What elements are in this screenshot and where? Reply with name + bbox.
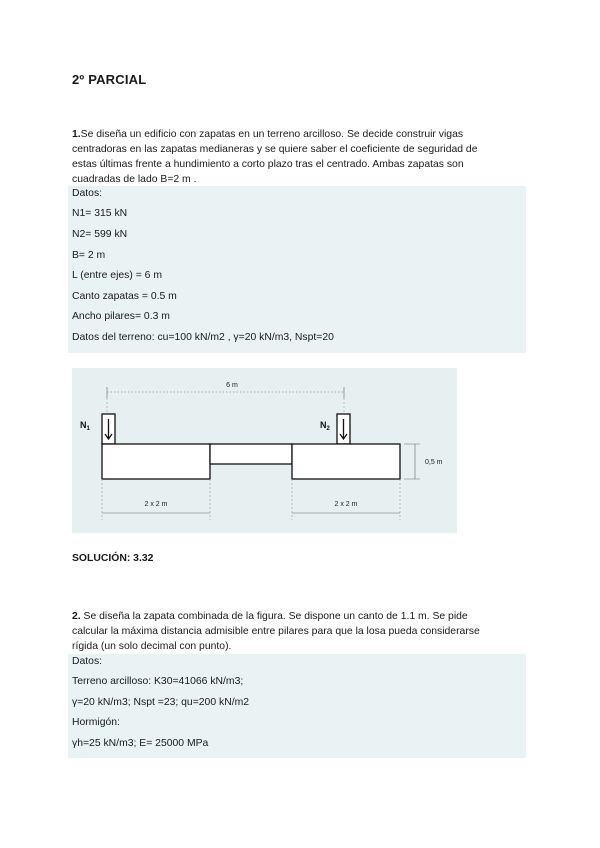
footing-diagram-svg — [72, 368, 457, 533]
footing-right-label: 2 x 2 m — [334, 501, 358, 508]
problem-2-number: 2. — [72, 611, 81, 622]
solution-text: SOLUCIÓN: 3.32 — [72, 553, 154, 564]
problem-2-line: Se diseña la zapata combinada de la figura. Se dispone un canto de 1.1 m. Se pide — [80, 611, 468, 622]
problem-1-line: cuadradas de lado B=2 m . — [72, 174, 197, 185]
data-item: Ancho pilares= 0.3 m — [72, 311, 170, 322]
footing-right — [292, 444, 400, 479]
footing-left — [102, 444, 210, 479]
data-item: Hormigón: — [72, 717, 120, 728]
page-title: 2º PARCIAL — [72, 72, 147, 87]
data-item: N1= 315 kN — [72, 208, 128, 219]
data-item: Terreno arcilloso: K30=41066 kN/m3; — [72, 676, 244, 687]
data-item: B= 2 m — [72, 250, 106, 261]
tie-beam — [210, 444, 292, 464]
problem-2-data-box — [68, 654, 526, 758]
problem-1-number: 1. — [72, 129, 81, 140]
data-item: L (entre ejes) = 6 m — [72, 270, 162, 281]
depth-label: 0,5 m — [425, 459, 443, 466]
problem-1-line: estas últimas frente a hundimiento a corto plazo tras el centrado. Ambas zapatas son — [72, 159, 464, 170]
n1-label: $N_1$ — [80, 420, 90, 432]
data-item: N2= 599 kN — [72, 229, 128, 240]
footing-left-label: 2 x 2 m — [144, 501, 168, 508]
footing-diagram — [72, 368, 457, 533]
data-item: Canto zapatas = 0.5 m — [72, 291, 177, 302]
problem-1-line: Se diseña un edificio con zapatas en un terreno arcilloso. Se decide construir vigas — [80, 129, 464, 140]
data-item: Datos del terreno: cu=100 kN/m2 , γ=20 kN/m3, Nspt=20 — [72, 332, 334, 343]
n2-label: $N_2$ — [320, 420, 330, 432]
problem-2-line: rígida (un solo decimal con punto). — [72, 641, 232, 652]
data-item: Datos: — [72, 656, 103, 667]
data-item: γh=25 kN/m3; E= 25000 MPa — [72, 738, 209, 749]
problem-1-statement — [72, 127, 530, 187]
span-label: 6 m — [226, 382, 238, 389]
data-item: γ=20 kN/m3; Nspt =23; qu=200 kN/m2 — [72, 697, 250, 708]
data-item: Datos: — [72, 188, 103, 199]
problem-1-data-box — [68, 186, 526, 353]
problem-1-line: centradoras en las zapatas medianeras y se quiere saber el coeficiente de seguridad de — [72, 144, 478, 155]
problem-2-statement — [72, 609, 530, 654]
problem-2-line: calcular la máxima distancia admisible entre pilares para que la losa pueda considerarse — [72, 626, 480, 637]
